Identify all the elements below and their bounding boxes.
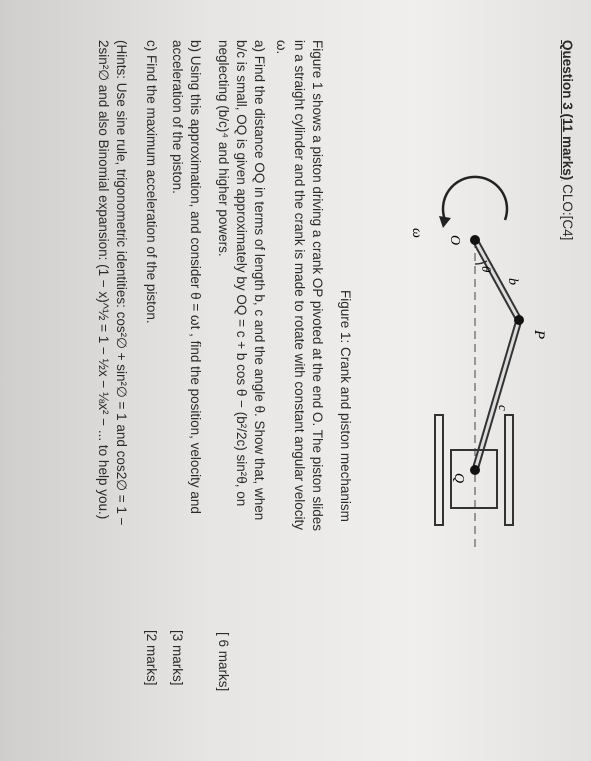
part-b-marks: [3 marks] — [170, 630, 185, 686]
part-a-marks: [ 6 marks] — [216, 632, 231, 692]
joint-P — [514, 315, 524, 325]
rotation-arc — [443, 177, 507, 220]
label-omega: ω — [409, 228, 424, 238]
label-b: b — [505, 278, 520, 285]
clo-tag: CLO:[C4] — [560, 184, 575, 241]
crank-diagram — [355, 180, 555, 560]
pivot-O — [470, 235, 480, 245]
part-a-line-3: neglecting (b/c)⁴ and higher powers. — [216, 40, 231, 257]
label-Q: Q — [451, 473, 466, 484]
hint-line-2: 2sin²∅ and also Binomial expansion: (1 − x)^½ = 1 − ½x − ⅛x² − ... to help you.) — [96, 40, 111, 520]
part-a-line-2: b/c is small, OQ is given approximately by OQ = c + b cos θ − (b²/2c) sin²θ, on — [234, 40, 249, 507]
label-P: P — [531, 330, 547, 340]
question-title: Question 3 (11 marks) — [560, 40, 575, 181]
cylinder-bottom-wall — [435, 415, 443, 525]
hint-line-1: (Hints: Use sine rule, trigonometric identities: cos²∅ + sin²∅ = 1 and cos2∅ = 1 − — [114, 40, 129, 526]
crank-piston-figure — [325, 180, 555, 560]
part-b-line-1: b) Using this approximation, and consider θ = ωt , find the position, velocity and — [188, 40, 203, 514]
rotation-arrowhead — [439, 216, 451, 228]
cylinder-top-wall — [505, 415, 513, 525]
label-O: O — [447, 235, 462, 246]
intro-line-3: ω. — [274, 40, 289, 55]
question-page — [15, 40, 575, 720]
intro-line-1: Figure 1 shows a piston driving a crank OP pivoted at the end O. The piston slides — [310, 40, 325, 532]
question-header — [560, 40, 575, 240]
label-theta: θ — [479, 266, 494, 273]
joint-Q — [470, 465, 480, 475]
part-c-line-1: c) Find the maximum acceleration of the piston. — [144, 40, 159, 324]
label-c: c — [496, 405, 511, 411]
intro-line-2: in a straight cylinder and the crank is made to rotate with constant angular velocity — [292, 40, 307, 531]
part-c-marks: [2 marks] — [144, 630, 159, 686]
figure-caption: Figure 1: Crank and piston mechanism — [338, 290, 353, 522]
part-a-line-1: a) Find the distance OQ in terms of length b, c and the angle θ. Show that, when — [252, 40, 267, 521]
part-b-line-2: acceleration of the piston. — [170, 40, 185, 194]
